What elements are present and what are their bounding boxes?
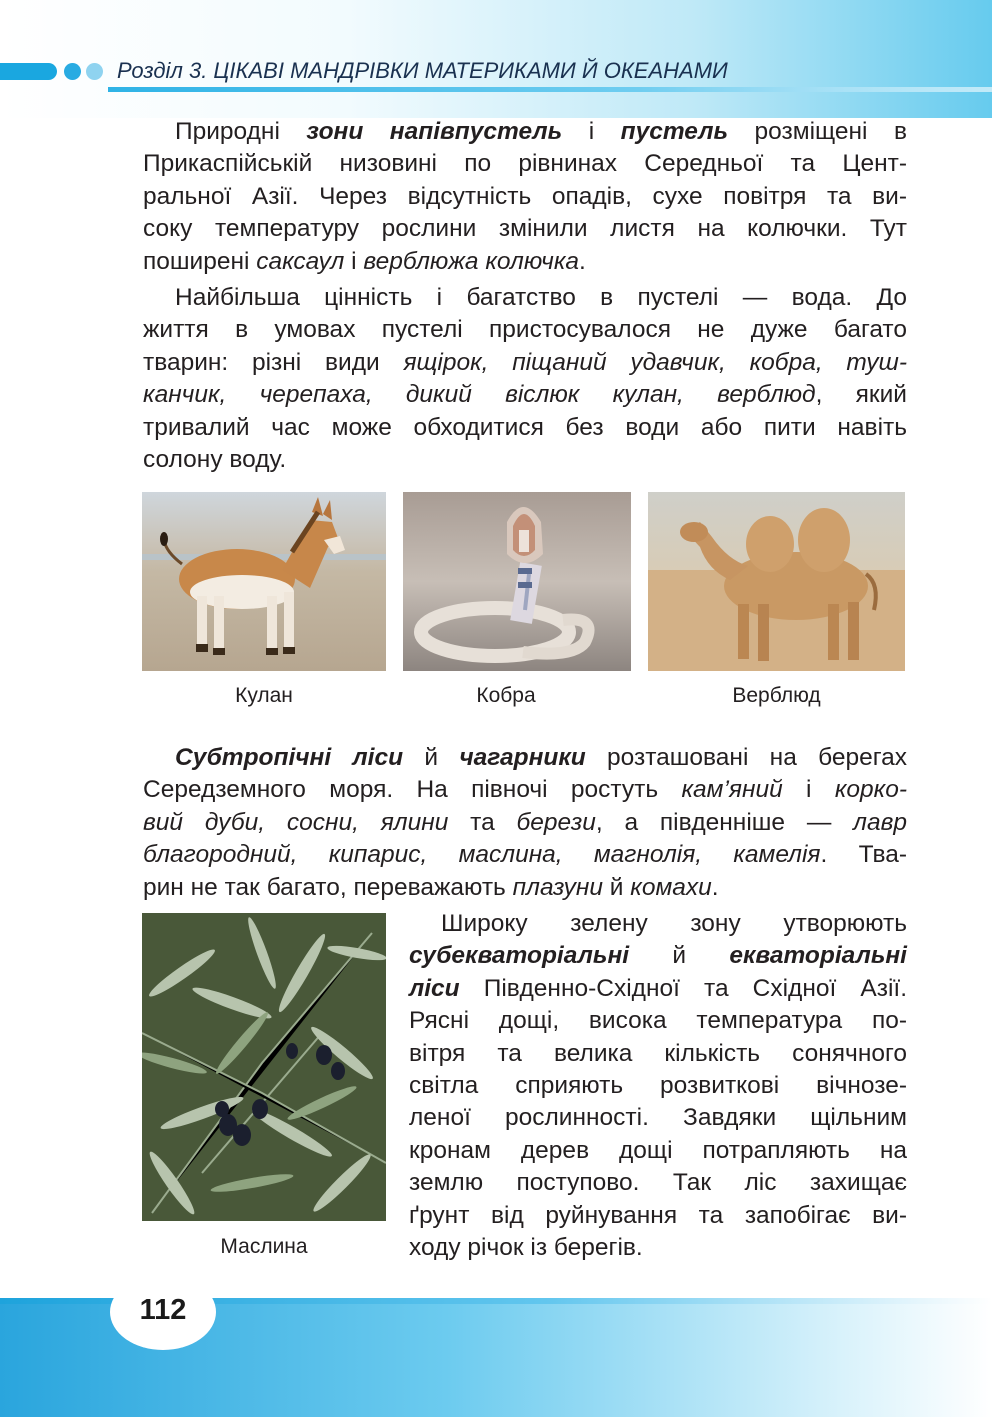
- text-line: благородний, кипарис, маслина, магнолія, камелія. Тва-: [143, 841, 907, 869]
- text-line: Рясні дощі, висока температура по-: [409, 1007, 907, 1035]
- section-title: Розділ 3. ЦІКАВІ МАНДРІВКИ МАТЕРИКАМИ Й ОКЕАНАМИ: [117, 58, 728, 83]
- paragraph-deserts: [143, 116, 907, 278]
- page-number: 112: [139, 1294, 187, 1326]
- text-line: канчик, черепаха, дикий віслюк кулан, верблюд, який: [143, 381, 907, 409]
- text-line: тривалий час може обходитися без води або пити навіть: [143, 413, 907, 441]
- paragraph-desert-water: [143, 282, 907, 476]
- text-line: поширені саксаул і верблюжа колючка.: [143, 247, 586, 275]
- text-line: світла сприяють розвиткові вічнозе-: [409, 1072, 907, 1100]
- text-line: Найбільша цінність і багатство в пустелі — вода. До: [175, 284, 907, 311]
- text-line: вий дуби, сосни, ялини та берези, а південніше — лавр: [143, 808, 907, 836]
- cobra-photo: [403, 492, 631, 671]
- text-line: Субтропічні ліси й чагарники розташовані на берегах: [175, 744, 907, 771]
- header-dot: [86, 63, 103, 80]
- paragraph-equatorial: [409, 908, 907, 1264]
- text-line: ходу річок із берегів.: [409, 1234, 643, 1262]
- text-line: Прикаспійській низовині по рівнинах Середньої та Цент-: [143, 150, 907, 178]
- text-line: леної рослинності. Завдяки щільним: [409, 1104, 907, 1132]
- olive-photo: [142, 913, 386, 1221]
- header-underline: [108, 87, 992, 92]
- text-line: землю поступово. Так ліс захищає: [409, 1169, 907, 1197]
- text-line: солону воду.: [143, 446, 287, 474]
- olive-caption: Маслина: [220, 1235, 308, 1258]
- text-line: соку температуру рослини змінили листя на колючки. Тут: [143, 215, 907, 243]
- kulan-photo: [142, 492, 386, 671]
- camel-photo: [648, 492, 905, 671]
- text-line: ґрунт від руйнування та запобігає ви-: [409, 1201, 907, 1229]
- text-line: Середземного моря. На півночі ростуть кам’яний і корко-: [143, 776, 907, 804]
- text-line: субекваторіальні й екваторіальні: [409, 942, 907, 970]
- text-line: ліси Південно-Східної та Східної Азії.: [409, 974, 907, 1002]
- text-line: тварин: різні види ящірок, піщаний удавчик, кобра, туш-: [143, 348, 907, 376]
- header-dot: [64, 63, 81, 80]
- cobra-caption: Кобра: [476, 684, 536, 707]
- text-line: кронам дерев дощі потрапляють на: [409, 1136, 907, 1164]
- camel-caption: Верблюд: [732, 684, 821, 707]
- kulan-caption: Кулан: [235, 684, 293, 707]
- text-line: Природні зони напівпустель і пустель розміщені в: [175, 118, 908, 145]
- text-line: Широку зелену зону утворюють: [441, 910, 907, 937]
- paragraph-subtropical: [143, 742, 907, 904]
- text-line: ральної Азії. Через відсутність опадів, сухе повітря та ви-: [143, 182, 907, 210]
- text-line: рин не так багато, переважають плазуни й комахи.: [143, 873, 719, 901]
- header-accent-bar: [0, 63, 57, 80]
- text-line: вітря та велика кількість сонячного: [409, 1039, 907, 1067]
- text-line: життя в умовах пустелі пристосувалося не дуже багато: [143, 316, 907, 344]
